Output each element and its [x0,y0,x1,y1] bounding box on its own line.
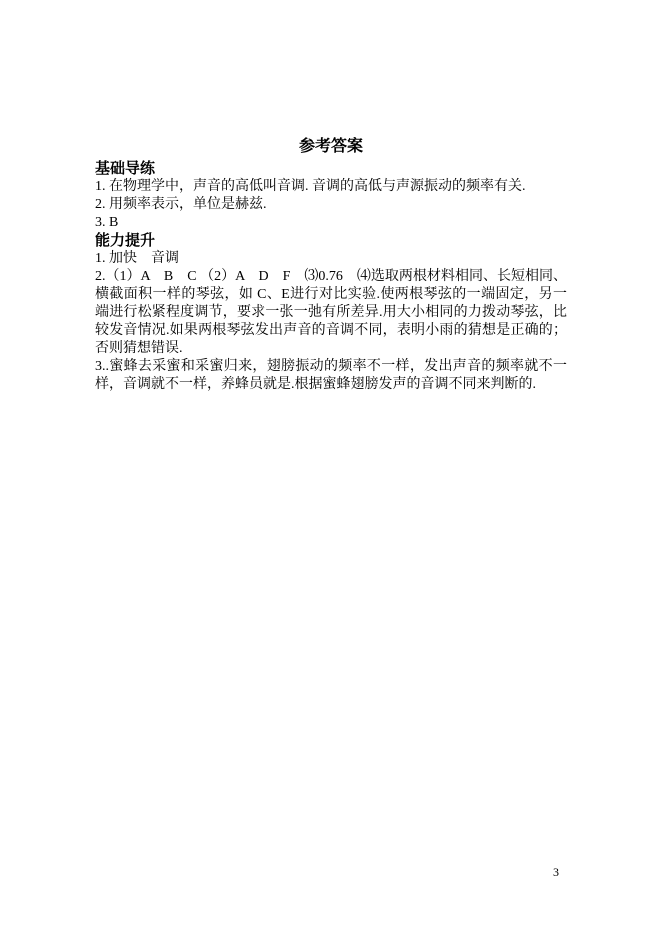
answer-line-basic-1: 1. 在物理学中，声音的高低叫音调. 音调的高低与声源振动的频率有关. [95,179,526,194]
section-heading-ability-improvement: 能力提升 [95,233,156,249]
section-heading-basic-practice: 基础导练 [95,161,156,177]
page-number: 3 [553,865,559,879]
answer-line-ability-3: 3..蜜蜂去采蜜和采蜜归来，翅膀振动的频率不一样，发出声音的频率就不一样，音调就不一样，养蜂员就是.根据蜜蜂翅膀发声的音调不同来判断的. [95,359,567,392]
document-content [95,136,567,394]
answer-line-ability-2: 2.（1）A B C （2）A D F ⑶0.76 ⑷选取两根材料相同、长短相同、横截面积一样的琴弦，如 C、E进行对比实验.使两根琴弦的一端固定，另一端进行松紧程度调节，要求一张一弛有所差异.用大小相同的力拨动琴弦，比较发音情况.如果两根琴弦发出声音的音调不同，表明小雨的猜想是正确的；否则猜想错误. [95,269,567,356]
answer-line-basic-3: 3. B [95,215,119,230]
page-title: 参考答案 [298,138,363,155]
answer-line-basic-2: 2. 用频率表示，单位是赫兹. [95,197,267,212]
answer-line-ability-1: 1. 加快 音调 [95,251,179,266]
